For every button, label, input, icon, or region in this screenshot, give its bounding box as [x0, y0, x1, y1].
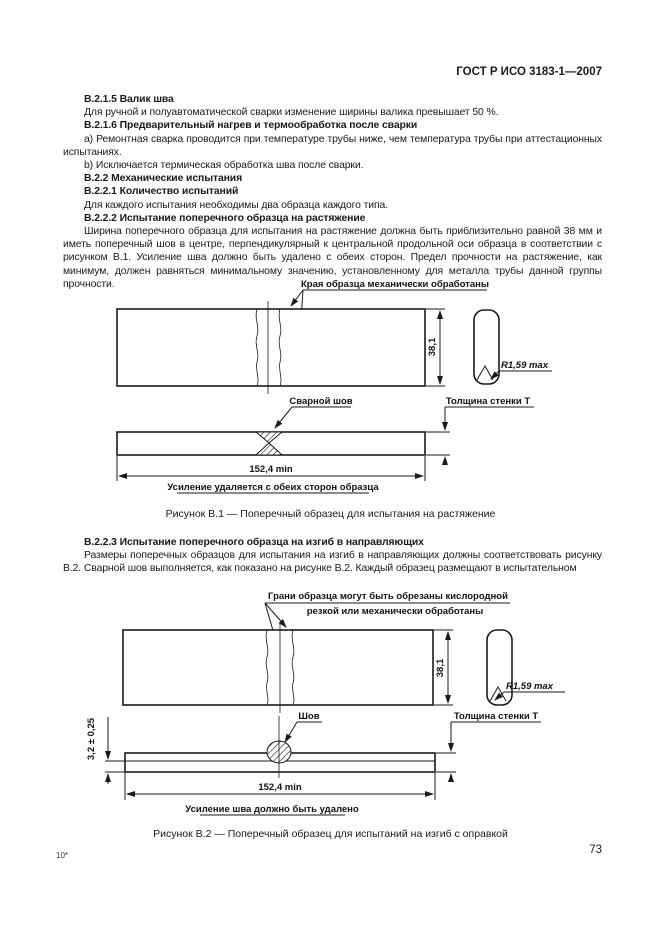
figure-b2-caption: Рисунок В.2 — Поперечный образец для испытаний на изгиб с оправкой — [153, 828, 508, 840]
paragraph: a) Ремонтная сварка проводится при температуре трубы ниже, чем температура трубы при аттестационных испытаниях. — [63, 133, 602, 158]
paragraph: Для каждого испытания необходимы два образца каждого типа. — [84, 199, 388, 211]
paragraph-heading: В.2.2.2 Испытание поперечного образца на растяжение — [84, 212, 366, 224]
radius-dimension: R1,59 max — [501, 360, 549, 371]
width-dimension: 38,1 — [427, 337, 438, 357]
wall-thickness-label: Толщина стенки Т — [445, 396, 531, 407]
cut-edges-label-line1: Грани образца могут быть обрезаны кислородной — [268, 591, 508, 602]
paragraph: b) Исключается термическая обработка шва после сварки. — [84, 160, 364, 172]
specimen-plan-outline — [117, 309, 425, 386]
paragraph: Ширина поперечного образца для испытания на растяжение должна быть приблизительно равной 38 мм и иметь поперечный шов в центре, перпендикулярный к центральной продольной оси образца в соответствии с рисунком В.1. Усиление шва должно быть удалено с обеих сторон. Предел прочности на растяжение, как минимум, должен равняться минимальному значению, установленному для металла трубы данной группы прочности. — [63, 226, 602, 290]
paragraph: Для ручной и полуавтоматической сварки изменение ширины валика превышает 50 %. — [84, 107, 499, 119]
paragraph: Размеры поперечных образцов для испытания на изгиб в направляющих должны соответствовать рисунку В.2. Сварной шов выполняется, как показано на рисунке В.2. Каждый образец размещают в испытательном — [63, 550, 602, 575]
width-dimension: 38,1 — [435, 658, 446, 678]
page-header-standard-number: ГОСТ Р ИСО 3183-1—2007 — [456, 66, 602, 78]
page-number: 73 — [589, 844, 602, 856]
machined-edges-label: Края образца механически обработаны — [300, 279, 490, 290]
figure-b2-bend-specimen-drawing — [58, 588, 610, 826]
paragraph-heading: В.2.2 Механические испытания — [84, 173, 243, 185]
figure-b1-caption: Рисунок В.1 — Поперечный образец для испытания на растяжение — [165, 508, 496, 520]
weld-seam-label: Сварной шов — [289, 396, 353, 407]
paragraph-heading: В.2.2.1 Количество испытаний — [84, 186, 239, 198]
figure-b1-tensile-specimen-drawing — [58, 275, 610, 509]
height-dimension: 3,2 ± 0,25 — [86, 717, 97, 761]
weld-label: Шов — [298, 711, 320, 722]
leader-line — [291, 290, 303, 306]
paragraph-heading: В.2.1.6 Предварительный нагрев и термообработка после сварки — [84, 120, 418, 132]
cut-edges-label-line2: резкой или механически обработаны — [306, 606, 484, 617]
text-block-top — [63, 93, 602, 291]
reinforcement-note: Усиление удаляется с обеих сторон образца — [167, 482, 379, 493]
edge-section-outline — [487, 630, 512, 705]
radius-dimension: R1,59 max — [506, 681, 554, 692]
edge-section-outline — [474, 310, 499, 384]
text-block-middle — [63, 536, 602, 576]
leader-line — [275, 407, 292, 428]
length-dimension: 152,4 min — [258, 782, 302, 793]
weld-section-hatched — [256, 432, 282, 455]
printers-signature-mark: 10* — [56, 851, 69, 860]
paragraph-heading: В.2.2.3 Испытание поперечного образца на изгиб в направляющих — [84, 537, 424, 548]
wall-thickness-label: Толщина стенки Т — [453, 711, 539, 722]
leader-line — [285, 722, 297, 742]
paragraph-heading: В.2.1.5 Валик шва — [84, 94, 174, 105]
reinforcement-note: Усиление шва должно быть удалено — [185, 804, 359, 815]
length-dimension: 152,4 min — [249, 464, 293, 475]
specimen-plan-outline — [123, 630, 433, 705]
